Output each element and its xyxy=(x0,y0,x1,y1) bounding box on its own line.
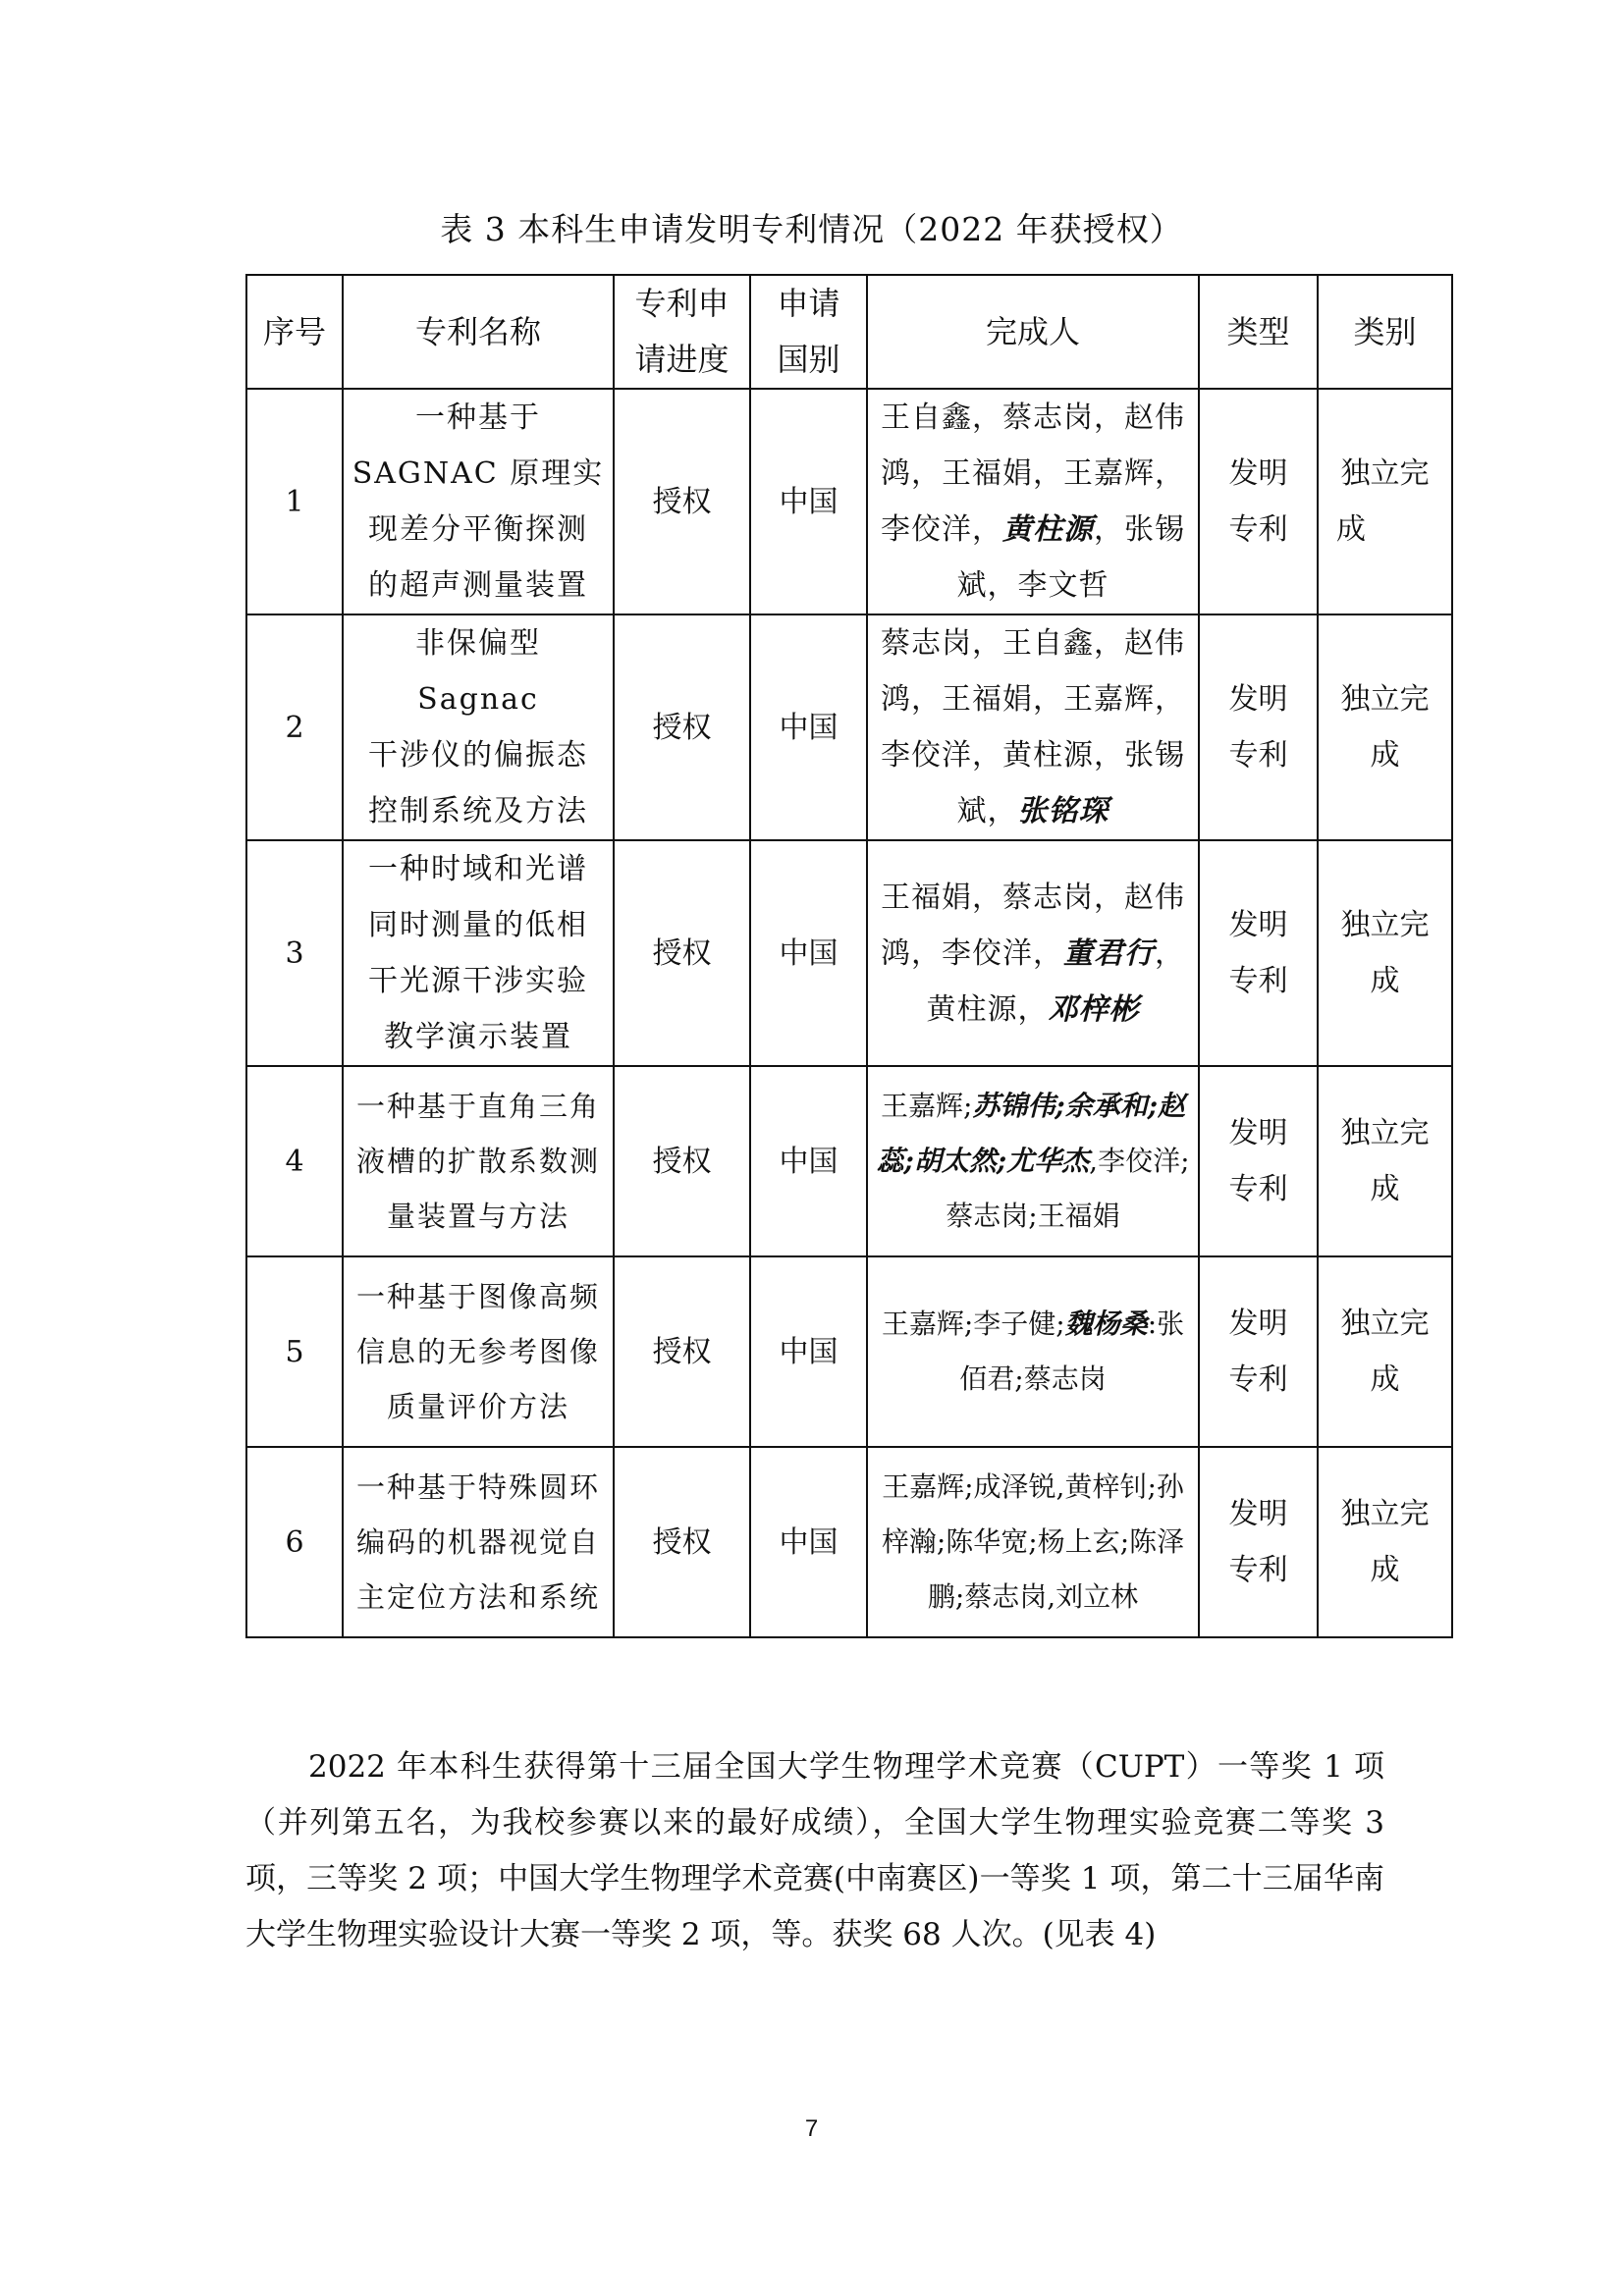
category-line: 独立完 xyxy=(1340,682,1430,717)
cell-country: 中国 xyxy=(750,389,867,614)
summary-paragraph xyxy=(245,1739,1384,1963)
patent-name-line: 质量评价方法 xyxy=(386,1390,569,1423)
type-line: 专利 xyxy=(1228,512,1288,547)
cell-progress: 授权 xyxy=(614,1256,750,1447)
cell-type xyxy=(1199,840,1318,1066)
cell-index: 3 xyxy=(246,840,343,1066)
patent-name-line: 现差分平衡探测 xyxy=(368,512,588,547)
patent-name-line: 一种时域和光谱 xyxy=(368,852,588,886)
header-type: 类型 xyxy=(1199,275,1318,389)
authors-text: 王嘉辉;成泽锐,黄梓钊;孙梓瀚;陈华宽;杨上玄;陈泽鹏;蔡志岗,刘立林 xyxy=(881,1470,1185,1613)
cell-type xyxy=(1199,1447,1318,1637)
cell-patent-name xyxy=(343,614,614,840)
header-progress-line: 专利申 xyxy=(634,285,730,322)
table-row xyxy=(246,1447,1452,1637)
patent-name-line: 量装置与方法 xyxy=(386,1200,569,1233)
cell-type xyxy=(1199,1256,1318,1447)
authors-text: 蔡志岗，王自鑫，赵伟鸿，王福娟，王嘉辉，李佼洋，黄柱源，张锡斌， xyxy=(881,626,1185,828)
student-author: 张铭琛 xyxy=(1017,794,1109,828)
authors-text: ，张锡斌，李文哲 xyxy=(956,512,1185,603)
type-line: 发明 xyxy=(1228,1116,1288,1150)
patent-name-line: 控制系统及方法 xyxy=(368,794,588,828)
cell-patent-name xyxy=(343,1256,614,1447)
cell-index: 6 xyxy=(246,1447,343,1637)
cell-category xyxy=(1318,1066,1452,1256)
patent-name-line: 编码的机器视觉自 xyxy=(355,1525,600,1559)
patent-name-line: 一种基于特殊圆环 xyxy=(355,1470,600,1504)
header-country-line: 申请 xyxy=(777,285,840,322)
patent-table xyxy=(245,274,1453,1638)
student-author: 魏杨桑 xyxy=(1064,1308,1148,1340)
authors-text: :张佰君;蔡志岗 xyxy=(959,1308,1185,1395)
cell-category xyxy=(1318,389,1452,614)
cell-authors xyxy=(867,840,1199,1066)
type-line: 专利 xyxy=(1228,1553,1288,1587)
cell-progress: 授权 xyxy=(614,1066,750,1256)
patent-name-line: 教学演示装置 xyxy=(384,1020,572,1054)
cell-authors xyxy=(867,1256,1199,1447)
type-line: 发明 xyxy=(1228,456,1288,491)
cell-progress: 授权 xyxy=(614,614,750,840)
category-line: 独立完 xyxy=(1340,1116,1430,1150)
cell-progress: 授权 xyxy=(614,389,750,614)
cell-country: 中国 xyxy=(750,1256,867,1447)
cell-category xyxy=(1318,1447,1452,1637)
table-row xyxy=(246,1066,1452,1256)
category-line: 成 xyxy=(1370,738,1400,773)
type-line: 专利 xyxy=(1228,964,1288,998)
authors-text: 王福娟，蔡志岗，赵伟鸿，李佼洋， xyxy=(881,880,1185,971)
table-row xyxy=(246,389,1452,614)
table-header-row xyxy=(246,275,1452,389)
authors-text: 王嘉辉;李子健; xyxy=(881,1308,1065,1340)
category-line: 成 xyxy=(1370,1553,1400,1587)
cell-progress: 授权 xyxy=(614,1447,750,1637)
category-line: 独立完 xyxy=(1340,456,1430,491)
cell-category xyxy=(1318,1256,1452,1447)
student-author: 邓梓彬 xyxy=(1048,991,1140,1027)
paragraph-text: 2022 年本科生获得第十三届全国大学生物理学术竞赛（CUPT）一等奖 1 项（并列第五名，为我校参赛以来的最好成绩），全国大学生物理实验竞赛二等奖 3 项，三等奖 2 项；中国大学生物理学术竞赛(中南赛区)一等奖 1 项，第二十三届华南大学生物理实验设计大赛一等奖 2 项，等。获奖 68 人次。(见表 4) xyxy=(245,1749,1384,1952)
patent-name-line: 干涉仪的偏振态 xyxy=(368,738,588,773)
table-row xyxy=(246,1256,1452,1447)
type-line: 发明 xyxy=(1228,682,1288,717)
cell-patent-name xyxy=(343,389,614,614)
type-line: 专利 xyxy=(1228,1172,1288,1206)
cell-authors xyxy=(867,389,1199,614)
patent-name-line: 的超声测量装置 xyxy=(368,568,588,603)
cell-type xyxy=(1199,389,1318,614)
cell-progress: 授权 xyxy=(614,840,750,1066)
cell-authors xyxy=(867,1066,1199,1256)
category-line: 成 xyxy=(1370,964,1400,998)
header-authors: 完成人 xyxy=(867,275,1199,389)
cell-country: 中国 xyxy=(750,1447,867,1637)
patent-name-line: 非保偏型 Sagnac xyxy=(415,626,541,717)
cell-patent-name xyxy=(343,840,614,1066)
authors-text: 王嘉辉; xyxy=(880,1090,973,1122)
patent-name-line: SAGNAC 原理实 xyxy=(352,456,605,491)
cell-type xyxy=(1199,1066,1318,1256)
category-line: 独立完 xyxy=(1340,1307,1430,1341)
table-row xyxy=(246,840,1452,1066)
cell-patent-name xyxy=(343,1066,614,1256)
category-line: 成 xyxy=(1370,1362,1400,1397)
cell-index: 5 xyxy=(246,1256,343,1447)
category-line: 成 xyxy=(1336,512,1366,547)
type-line: 发明 xyxy=(1228,1497,1288,1531)
cell-authors xyxy=(867,1447,1199,1637)
page-number: 7 xyxy=(804,2115,819,2142)
cell-category xyxy=(1318,840,1452,1066)
cell-index: 2 xyxy=(246,614,343,840)
category-line: 成 xyxy=(1370,1172,1400,1206)
header-index: 序号 xyxy=(246,275,343,389)
authors-text: ,李佼洋;蔡志岗;王福娟 xyxy=(946,1145,1190,1232)
patent-name-line: 一种基于图像高频 xyxy=(355,1280,600,1313)
cell-country: 中国 xyxy=(750,614,867,840)
cell-country: 中国 xyxy=(750,1066,867,1256)
header-category: 类别 xyxy=(1318,275,1452,389)
category-line: 独立完 xyxy=(1340,908,1430,942)
cell-index: 4 xyxy=(246,1066,343,1256)
cell-authors xyxy=(867,614,1199,840)
authors-text: ，黄柱源， xyxy=(926,935,1185,1027)
type-line: 发明 xyxy=(1228,908,1288,942)
header-country-line: 国别 xyxy=(777,341,840,378)
patent-name-line: 同时测量的低相 xyxy=(368,908,588,942)
table-row xyxy=(246,614,1452,840)
category-line: 独立完 xyxy=(1340,1497,1430,1531)
patent-name-line: 一种基于直角三角 xyxy=(355,1090,600,1123)
type-line: 发明 xyxy=(1228,1307,1288,1341)
header-progress xyxy=(614,275,750,389)
student-author: 董君行 xyxy=(1063,935,1155,971)
student-author: 苏锦伟;余承和;赵蕊;胡太然;尤华杰 xyxy=(876,1090,1186,1177)
patent-name-line: 信息的无参考图像 xyxy=(355,1335,600,1368)
cell-index: 1 xyxy=(246,389,343,614)
patent-name-line: 主定位方法和系统 xyxy=(355,1580,600,1614)
patent-name-line: 干光源干涉实验 xyxy=(368,964,588,998)
header-progress-line: 请进度 xyxy=(634,341,730,378)
type-line: 专利 xyxy=(1228,738,1288,773)
cell-category xyxy=(1318,614,1452,840)
header-country xyxy=(750,275,867,389)
type-line: 专利 xyxy=(1228,1362,1288,1397)
student-author: 黄柱源 xyxy=(1002,512,1094,547)
cell-patent-name xyxy=(343,1447,614,1637)
header-name: 专利名称 xyxy=(343,275,614,389)
table-caption: 表 3 本科生申请发明专利情况（2022 年获授权） xyxy=(440,210,1183,248)
authors-text: 王自鑫，蔡志岗，赵伟鸿，王福娟，王嘉辉，李佼洋， xyxy=(881,400,1185,547)
patent-name-line: 液槽的扩散系数测 xyxy=(355,1145,600,1178)
cell-country: 中国 xyxy=(750,840,867,1066)
patent-name-line: 一种基于 xyxy=(415,400,541,435)
cell-type xyxy=(1199,614,1318,840)
